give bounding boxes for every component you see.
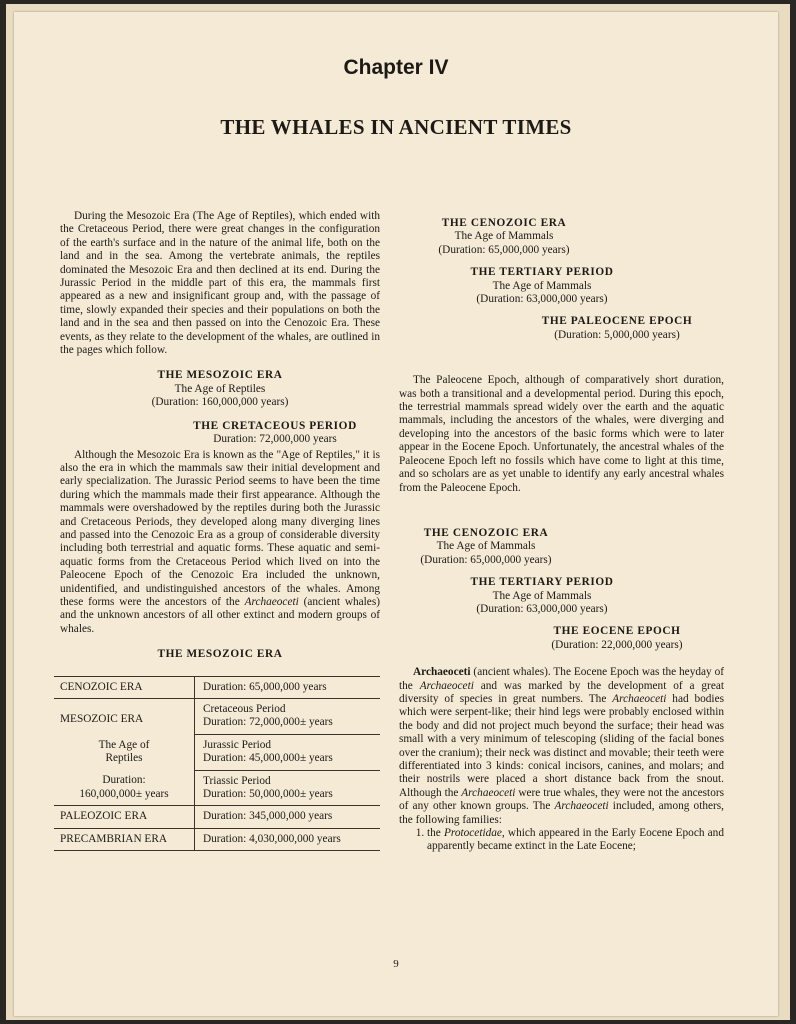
list-item <box>427 827 724 854</box>
right-column <box>399 217 724 854</box>
paleocene-heading: THE PALEOCENE EPOCH <box>541 315 693 328</box>
archaeoceti-term: Archaeoceti <box>419 679 474 692</box>
paleocene-heading-block <box>517 315 717 342</box>
era-table <box>54 676 380 852</box>
cenozoic-heading-block <box>409 217 599 257</box>
cenozoic-subtitle: The Age of Mammals <box>454 230 554 243</box>
era-mesozoic: MESOZOIC ERA <box>54 699 195 735</box>
cretaceous-heading-block <box>170 420 380 447</box>
eocene-text-5: included, among others, the following families: <box>399 800 724 826</box>
tertiary-heading-block <box>447 266 637 306</box>
tertiary-duration-2: (Duration: 63,000,000 years) <box>476 602 608 615</box>
table-row <box>54 770 380 806</box>
cretaceous-duration: Duration: 72,000,000 years <box>213 433 337 446</box>
cretaceous-text-a: Although the Mesozoic Era is known as the "Age of Reptiles," it is also the era in which the mammals saw their initial development and early specialization. The Jurassic Period seems to have been the time during which the mammals made their first appearance. Although the mammals were overshadowed by the reptiles during both the Jurassic and Cretaceous Periods, they developed along many diverging lines and passed into the Cenozoic Era as a group of considerable diversity including both terrestrial and aquatic forms. These aquatic and semi-aquatic forms from the Cretaceous Period which lived on into the Paleocene Epoch of the Cenozoic Era included the unknown, unidentified, and undistinguished ancestors of the whales. Among these forms were the ancestors of the <box>60 448 380 608</box>
period-cretaceous <box>195 699 381 735</box>
table-row <box>54 734 380 770</box>
chapter-heading: Chapter IV <box>343 56 449 79</box>
eocene-text-3: had bodies which were serpent-like; their hind legs were probably enclosed within the body and did not project much beyond the surface; their head was small with a very minimum of telescoping (sliding of the facial bones over the cranium); their neck was distinct and movable; their teeth were differentiated into 3 kinds: conical incisors, canines, and molars; and their nostrils were placed a short distance back from the snout. Although the <box>399 692 724 799</box>
table-row <box>54 828 380 850</box>
cretaceous-heading: THE CRETACEOUS PERIOD <box>193 419 357 432</box>
left-column <box>60 210 380 851</box>
tertiary-duration: (Duration: 63,000,000 years) <box>476 293 608 306</box>
paleocene-duration: (Duration: 5,000,000 years) <box>554 328 680 341</box>
mesozoic-subtitle: The Age of Reptiles <box>174 382 266 395</box>
cenozoic-duration-2: (Duration: 65,000,000 years) <box>420 553 552 566</box>
period-jurassic <box>195 734 381 770</box>
archaeoceti-term: Archaeoceti <box>461 786 516 799</box>
eocene-text-4: were true whales, they were not the ancestors of any other known groups. The <box>399 786 724 813</box>
eocene-heading-block <box>517 625 717 652</box>
era-mesozoic-duration <box>54 770 195 806</box>
era-paleozoic-duration: Duration: 345,000,000 years <box>203 810 333 823</box>
cenozoic-heading: THE CENOZOIC ERA <box>441 217 567 229</box>
cenozoic-duration: (Duration: 65,000,000 years) <box>438 243 570 256</box>
period-jurassic-duration: Duration: 45,000,000± years <box>203 752 333 765</box>
mesozoic-heading: THE MESOZOIC ERA <box>157 369 283 382</box>
tertiary-heading-block-2 <box>447 576 637 616</box>
mesozoic-duration: (Duration: 160,000,000 years) <box>151 396 289 409</box>
family-text-pre: the <box>427 827 444 840</box>
cretaceous-text-b: (ancient whales) and the unknown ancestors of all other extinct and modern groups of whales. <box>60 595 380 635</box>
table-row <box>54 806 380 828</box>
chapter-title: THE WHALES IN ANCIENT TIMES <box>220 115 572 139</box>
era-cenozoic: CENOZOIC ERA <box>54 676 195 698</box>
era-mesozoic-subtitle <box>54 734 195 770</box>
table-title: THE MESOZOIC ERA <box>157 648 283 661</box>
archaeoceti-paragraph <box>399 666 724 827</box>
cenozoic-heading-block-2 <box>391 527 581 567</box>
era-mesozoic-years: 160,000,000± years <box>79 787 169 800</box>
tertiary-subtitle-2: The Age of Mammals <box>492 589 592 602</box>
period-triassic <box>195 770 381 806</box>
tertiary-heading: THE TERTIARY PERIOD <box>470 266 614 279</box>
table-row <box>54 676 380 698</box>
eocene-duration: (Duration: 22,000,000 years) <box>551 638 683 651</box>
document-page <box>14 12 778 1016</box>
paleocene-paragraph: The Paleocene Epoch, although of comparatively short duration, was both a transitional and a developmental period. During this epoch, the terrestrial mammals spread widely over the earth and the aquatic mammals, including the ancestors of the whales, were diverging and developing into the ancestors of the basic forms which were to later appear in the Eocene Epoch. Unfortunately, the ancestral whales of the Paleocene Epoch left no fossils which have come to light at this time, and so scholars are as yet unable to identify any early ancestral whales from the Paleocene Epoch. <box>399 374 724 494</box>
archaeoceti-lead: Archaeoceti <box>413 666 471 679</box>
intro-paragraph: During the Mesozoic Era (The Age of Reptiles), which ended with the Cretaceous Period, there were great changes in the configuration of the earth's surface and in the nature of the animal life, both on the land and in the sea. Among the vertebrate animals, the reptiles dominated the Mesozoic Era and then declined at its end. During the Jurassic Period in the middle part of this era, the mammals first appeared as a new and insignificant group and, with the passage of time, slowly expanded their species and their populations on both the land and in the sea and then passed on into the Cenozoic Era. These events, as they relate to the development of the whales, are outlined in the pages which follow. <box>60 210 380 357</box>
page-number: 9 <box>393 958 399 970</box>
cretaceous-paragraph <box>60 449 380 637</box>
archaeoceti-term: Archaeoceti <box>612 692 667 705</box>
era-age-of: The Age of <box>98 738 150 751</box>
cenozoic-subtitle-2: The Age of Mammals <box>436 540 536 553</box>
period-cretaceous-duration: Duration: 72,000,000± years <box>203 716 333 729</box>
era-precambrian-duration: Duration: 4,030,000,000 years <box>203 832 341 845</box>
period-triassic-name: Triassic Period <box>203 774 271 787</box>
table-row <box>54 699 380 735</box>
archaeoceti-term: Archaeoceti <box>554 800 609 813</box>
period-cretaceous-name: Cretaceous Period <box>203 703 286 715</box>
cenozoic-heading-2: THE CENOZOIC ERA <box>423 526 549 539</box>
tertiary-subtitle: The Age of Mammals <box>492 279 592 292</box>
era-cenozoic-duration: Duration: 65,000,000 years <box>203 680 327 693</box>
eocene-heading: THE EOCENE EPOCH <box>553 625 681 638</box>
mesozoic-heading-block <box>60 369 380 409</box>
era-paleozoic: PALEOZOIC ERA <box>54 806 195 828</box>
tertiary-heading-2: THE TERTIARY PERIOD <box>470 576 614 589</box>
archaeoceti-term: Archaeoceti <box>244 595 299 608</box>
eocene-text-2: and was marked by the development of a great diversity of species in great numbers. The <box>399 679 724 705</box>
eocene-text-1: (ancient whales). The Eocene Epoch was the heyday of the <box>399 666 724 692</box>
period-jurassic-name: Jurassic Period <box>203 738 272 751</box>
era-precambrian: PRECAMBRIAN ERA <box>54 828 195 850</box>
period-triassic-duration: Duration: 50,000,000± years <box>203 788 333 801</box>
family-text-post: which appeared in the Early Eocene Epoch and apparently became extinct in the Late Eocene; <box>427 827 724 853</box>
era-duration-label: Duration: <box>102 774 146 787</box>
family-list <box>399 827 724 854</box>
era-reptiles: Reptiles <box>105 752 143 765</box>
protocetidae-term: Protocetidae, <box>443 827 505 840</box>
